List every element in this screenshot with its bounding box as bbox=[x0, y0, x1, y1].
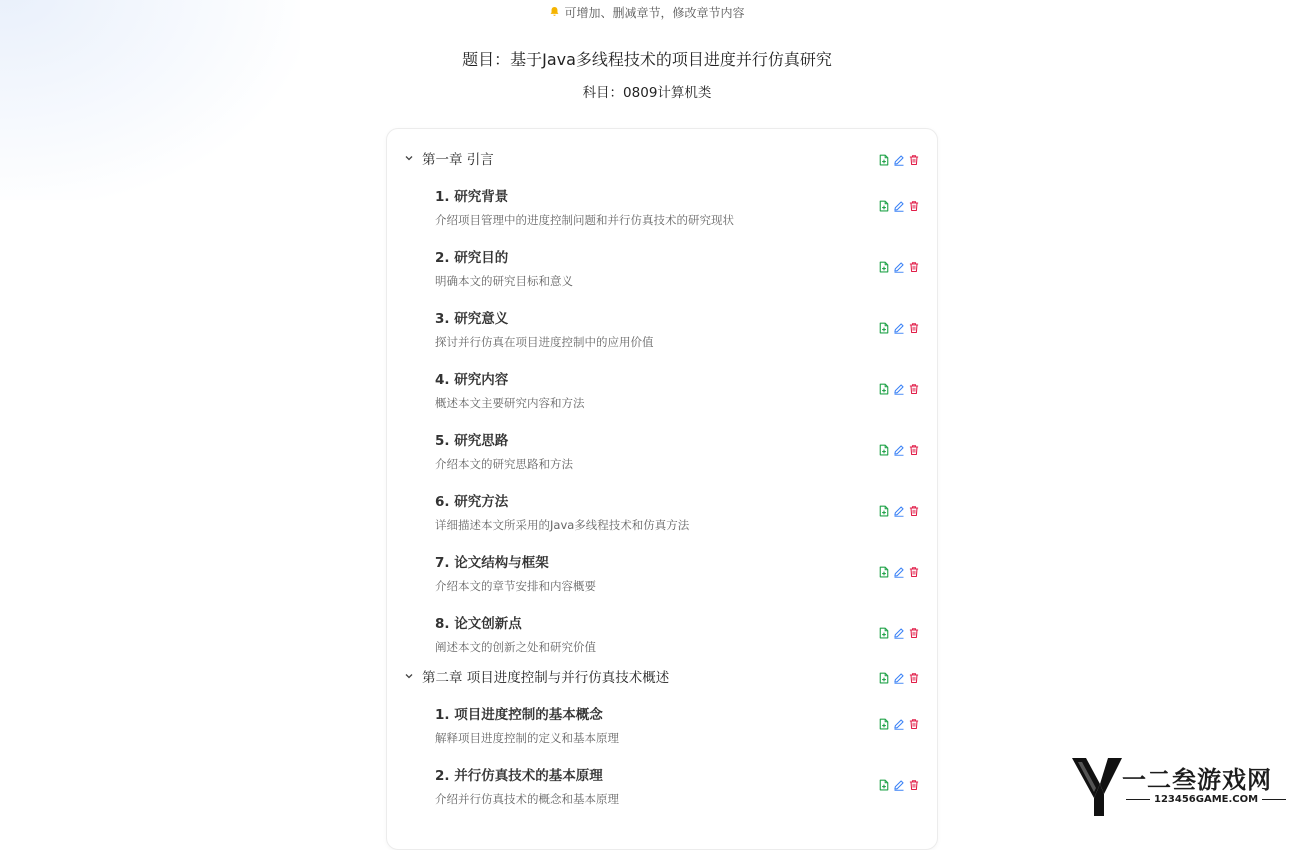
section-description: 介绍并行仿真技术的概念和基本原理 bbox=[435, 792, 619, 806]
tip-text: 可增加、删减章节，修改章节内容 bbox=[564, 6, 745, 20]
add-section-icon[interactable] bbox=[878, 197, 890, 209]
section-title: 6. 研究方法 bbox=[435, 494, 509, 510]
delete-icon[interactable] bbox=[908, 776, 920, 788]
add-section-icon[interactable] bbox=[878, 715, 890, 727]
edit-tip bbox=[0, 5, 1294, 21]
section-description: 概述本文主要研究内容和方法 bbox=[435, 396, 585, 410]
watermark-url: 123456GAME.COM bbox=[1122, 794, 1290, 806]
delete-icon[interactable] bbox=[908, 258, 920, 270]
add-section-icon[interactable] bbox=[878, 502, 890, 514]
section-item[interactable] bbox=[387, 492, 937, 548]
section-title: 3. 研究意义 bbox=[435, 311, 509, 327]
section-title: 2. 研究目的 bbox=[435, 250, 509, 266]
section-description: 介绍项目管理中的进度控制问题和并行仿真技术的研究现状 bbox=[435, 213, 734, 227]
chevron-down-icon[interactable] bbox=[404, 671, 414, 681]
section-description: 解释项目进度控制的定义和基本原理 bbox=[435, 731, 619, 745]
section-actions bbox=[878, 441, 922, 455]
section-title: 2. 并行仿真技术的基本原理 bbox=[435, 768, 603, 784]
delete-icon[interactable] bbox=[908, 151, 920, 163]
section-actions bbox=[878, 319, 922, 333]
edit-icon[interactable] bbox=[893, 563, 905, 575]
add-section-icon[interactable] bbox=[878, 258, 890, 270]
outline-card bbox=[386, 128, 938, 850]
section-actions bbox=[878, 715, 922, 729]
subject-label: 科目：0809计算机类 bbox=[582, 85, 712, 101]
page-title: 题目：基于Java多线程技术的项目进度并行仿真研究 bbox=[462, 50, 832, 69]
add-section-icon[interactable] bbox=[878, 563, 890, 575]
section-description: 介绍本文的研究思路和方法 bbox=[435, 457, 573, 471]
add-section-icon[interactable] bbox=[878, 319, 890, 331]
chapter-item[interactable] bbox=[387, 663, 937, 693]
section-title: 1. 项目进度控制的基本概念 bbox=[435, 707, 603, 723]
section-actions bbox=[878, 502, 922, 516]
add-section-icon[interactable] bbox=[878, 151, 890, 163]
delete-icon[interactable] bbox=[908, 319, 920, 331]
section-item[interactable] bbox=[387, 766, 937, 822]
section-item[interactable] bbox=[387, 370, 937, 426]
section-title: 8. 论文创新点 bbox=[435, 616, 522, 632]
section-item[interactable] bbox=[387, 187, 937, 243]
add-section-icon[interactable] bbox=[878, 441, 890, 453]
section-actions bbox=[878, 624, 922, 638]
section-actions bbox=[878, 197, 922, 211]
section-description: 介绍本文的章节安排和内容概要 bbox=[435, 579, 596, 593]
section-title: 5. 研究思路 bbox=[435, 433, 509, 449]
edit-icon[interactable] bbox=[893, 441, 905, 453]
section-item[interactable] bbox=[387, 309, 937, 365]
edit-icon[interactable] bbox=[893, 502, 905, 514]
edit-icon[interactable] bbox=[893, 776, 905, 788]
edit-icon[interactable] bbox=[893, 258, 905, 270]
section-title: 7. 论文结构与框架 bbox=[435, 555, 549, 571]
site-watermark bbox=[1070, 754, 1294, 822]
section-item[interactable] bbox=[387, 553, 937, 609]
section-item[interactable] bbox=[387, 705, 937, 761]
delete-icon[interactable] bbox=[908, 715, 920, 727]
delete-icon[interactable] bbox=[908, 563, 920, 575]
chapter-actions bbox=[878, 669, 922, 683]
edit-icon[interactable] bbox=[893, 319, 905, 331]
section-item[interactable] bbox=[387, 248, 937, 304]
edit-icon[interactable] bbox=[893, 715, 905, 727]
edit-icon[interactable] bbox=[893, 197, 905, 209]
chapter-title: 第一章 引言 bbox=[422, 152, 494, 168]
section-description: 阐述本文的创新之处和研究价值 bbox=[435, 640, 596, 654]
section-title: 4. 研究内容 bbox=[435, 372, 509, 388]
section-item[interactable] bbox=[387, 431, 937, 487]
section-description: 探讨并行仿真在项目进度控制中的应用价值 bbox=[435, 335, 654, 349]
chapter-actions bbox=[878, 151, 922, 165]
section-actions bbox=[878, 258, 922, 272]
add-section-icon[interactable] bbox=[878, 669, 890, 681]
section-description: 明确本文的研究目标和意义 bbox=[435, 274, 573, 288]
add-section-icon[interactable] bbox=[878, 776, 890, 788]
chevron-down-icon[interactable] bbox=[404, 153, 414, 163]
section-description: 详细描述本文所采用的Java多线程技术和仿真方法 bbox=[435, 518, 690, 532]
delete-icon[interactable] bbox=[908, 502, 920, 514]
edit-icon[interactable] bbox=[893, 669, 905, 681]
section-actions bbox=[878, 776, 922, 790]
edit-icon[interactable] bbox=[893, 380, 905, 392]
section-actions bbox=[878, 563, 922, 577]
edit-icon[interactable] bbox=[893, 151, 905, 163]
add-section-icon[interactable] bbox=[878, 624, 890, 636]
delete-icon[interactable] bbox=[908, 441, 920, 453]
delete-icon[interactable] bbox=[908, 197, 920, 209]
section-title: 1. 研究背景 bbox=[435, 189, 509, 205]
delete-icon[interactable] bbox=[908, 380, 920, 392]
chapter-item[interactable] bbox=[387, 145, 937, 175]
section-actions bbox=[878, 380, 922, 394]
delete-icon[interactable] bbox=[908, 669, 920, 681]
edit-icon[interactable] bbox=[893, 624, 905, 636]
bell-icon bbox=[549, 5, 560, 21]
chapter-title: 第二章 项目进度控制与并行仿真技术概述 bbox=[422, 670, 670, 686]
watermark-text: 一二叁游戏网 bbox=[1122, 766, 1272, 794]
delete-icon[interactable] bbox=[908, 624, 920, 636]
add-section-icon[interactable] bbox=[878, 380, 890, 392]
section-item[interactable] bbox=[387, 614, 937, 670]
watermark-logo-icon bbox=[1070, 754, 1126, 818]
